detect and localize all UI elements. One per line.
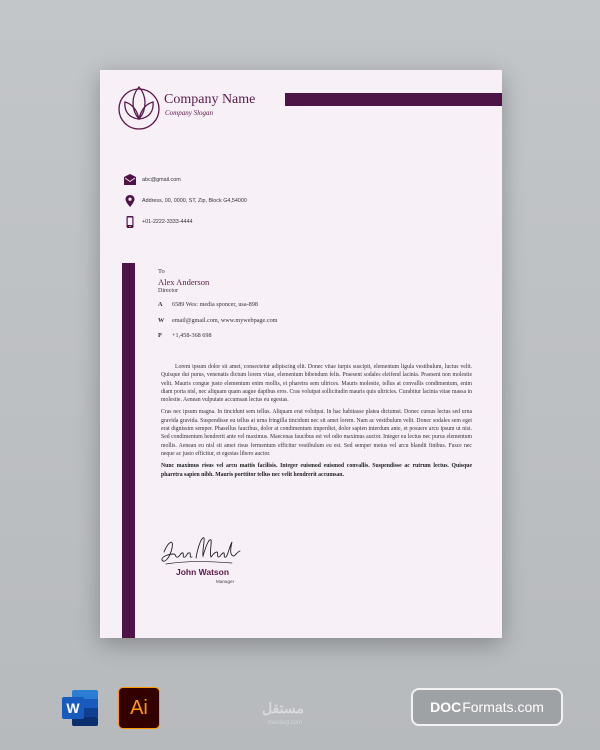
illustrator-app-icon [118,687,160,729]
watermark-sub: mostaql.com [268,720,303,726]
letterhead-page [100,70,502,638]
badge-bold-text: DOC [430,699,462,715]
badge-text: Formats.com [462,699,544,715]
map-pin-icon [124,195,136,207]
contact-address-text: Address, 00, 0000, ST, Zip, Block G4,54000 [142,198,247,204]
signer-name: John Watson [176,567,230,577]
contact-email-text: abc@gmail.com [142,177,181,183]
lotus-logo-icon [118,82,160,134]
contact-phone [124,216,193,228]
recipient-title: Director [158,288,178,294]
web-key: W [158,317,165,324]
signer-title: Manager [216,579,235,584]
word-icon-letter: W [66,700,80,716]
body-paragraph-1: Lorem ipsum dolor sit amet, consectetur adipiscing elit. Donec vitae turpis suscipit, elementum ligula vestibulum, luctus velit. Quisque dui purus, venenatis dictum lorem vitae, elementum bibendum felis. Praesent sodales eleifend lacinia. Praesent non molestie velit. Mauris congue justo elementum enim mollis, et pharetra sem ultrices. Mauris molestie, tellus at convallis condimentum, enim diam porta nisl, nec aliquam quam augue dapibus eros. Cras volutpat sollicitudin mauris quis ultricies. Curabitur lacinia vitae massa in molestie. Aenean vulputate accumsan lectus eu egestas. [161,364,472,404]
handwritten-signature [160,530,242,570]
header-bar [285,93,502,106]
body-paragraph-3: Nunc maximus risus vel arcu mattis facilisis. Integer euismod euismod convallis. Suspendisse ac rutrum lectus. Quisque pharetra sapien nibh. Mauris porttitor tellus nec velit hendrerit accumsan. [161,463,472,478]
phone-key: P [158,332,162,339]
recipient-phone [158,332,212,339]
contact-address [124,195,247,207]
letter-body [161,363,472,483]
to-label: To [158,268,165,275]
recipient-address [158,301,258,308]
recipient-phone-text: +1,458-368 698 [172,332,212,339]
body-paragraph-2: Cras nec ipsum magna. In tincidunt sem tellus. Aliquam erat volutpat. In hac habitasse platea dictumst. Donec cursus lectus sed urna gravida gravida. Suspendisse eu tellus at urna fringilla tincidunt nec sit amet lorem. Nam ac vestibulum velit. Donec sodales sem eget erat dignissim semper. Phasellus faucibus, dolor at condimentum imperdiet, dolor sapien interdum ante, et posuere arcu ipsum ut nisi. Sed condimentum hendrerit ante vel maximus. Maecenas faucibus est vel odio maximus auctor. Integer eu lectus nec purus elementum mollis. Aenean eu nisl sit amet risus fermentum efficitur vestibulum eu est. Sed semper metus vel arcu blandit finibus. Fusce nec neque ac justo efficitur, et egestas libero auctor. [161,409,472,457]
mobile-phone-icon [124,216,136,228]
ai-icon-label: Ai [130,696,148,719]
contact-phone-text: +01-2222-3333-4444 [142,219,193,225]
recipient-name: Alex Anderson [158,277,210,287]
company-slogan: Company Slogan [165,109,214,117]
side-accent-bar [122,263,135,638]
recipient-web-text: email@gmail.com, www.mywebpage.com [172,317,278,324]
watermark: مستقل [262,700,304,716]
word-app-icon [60,688,100,728]
recipient-web [158,317,277,324]
address-key: A [158,301,163,308]
company-name: Company Name [164,92,256,107]
docformats-badge[interactable] [411,688,563,726]
recipient-address-text: 6589 Wes: media sponcer, usa-898 [172,301,258,308]
contact-email [124,174,181,186]
envelope-icon [124,174,136,186]
